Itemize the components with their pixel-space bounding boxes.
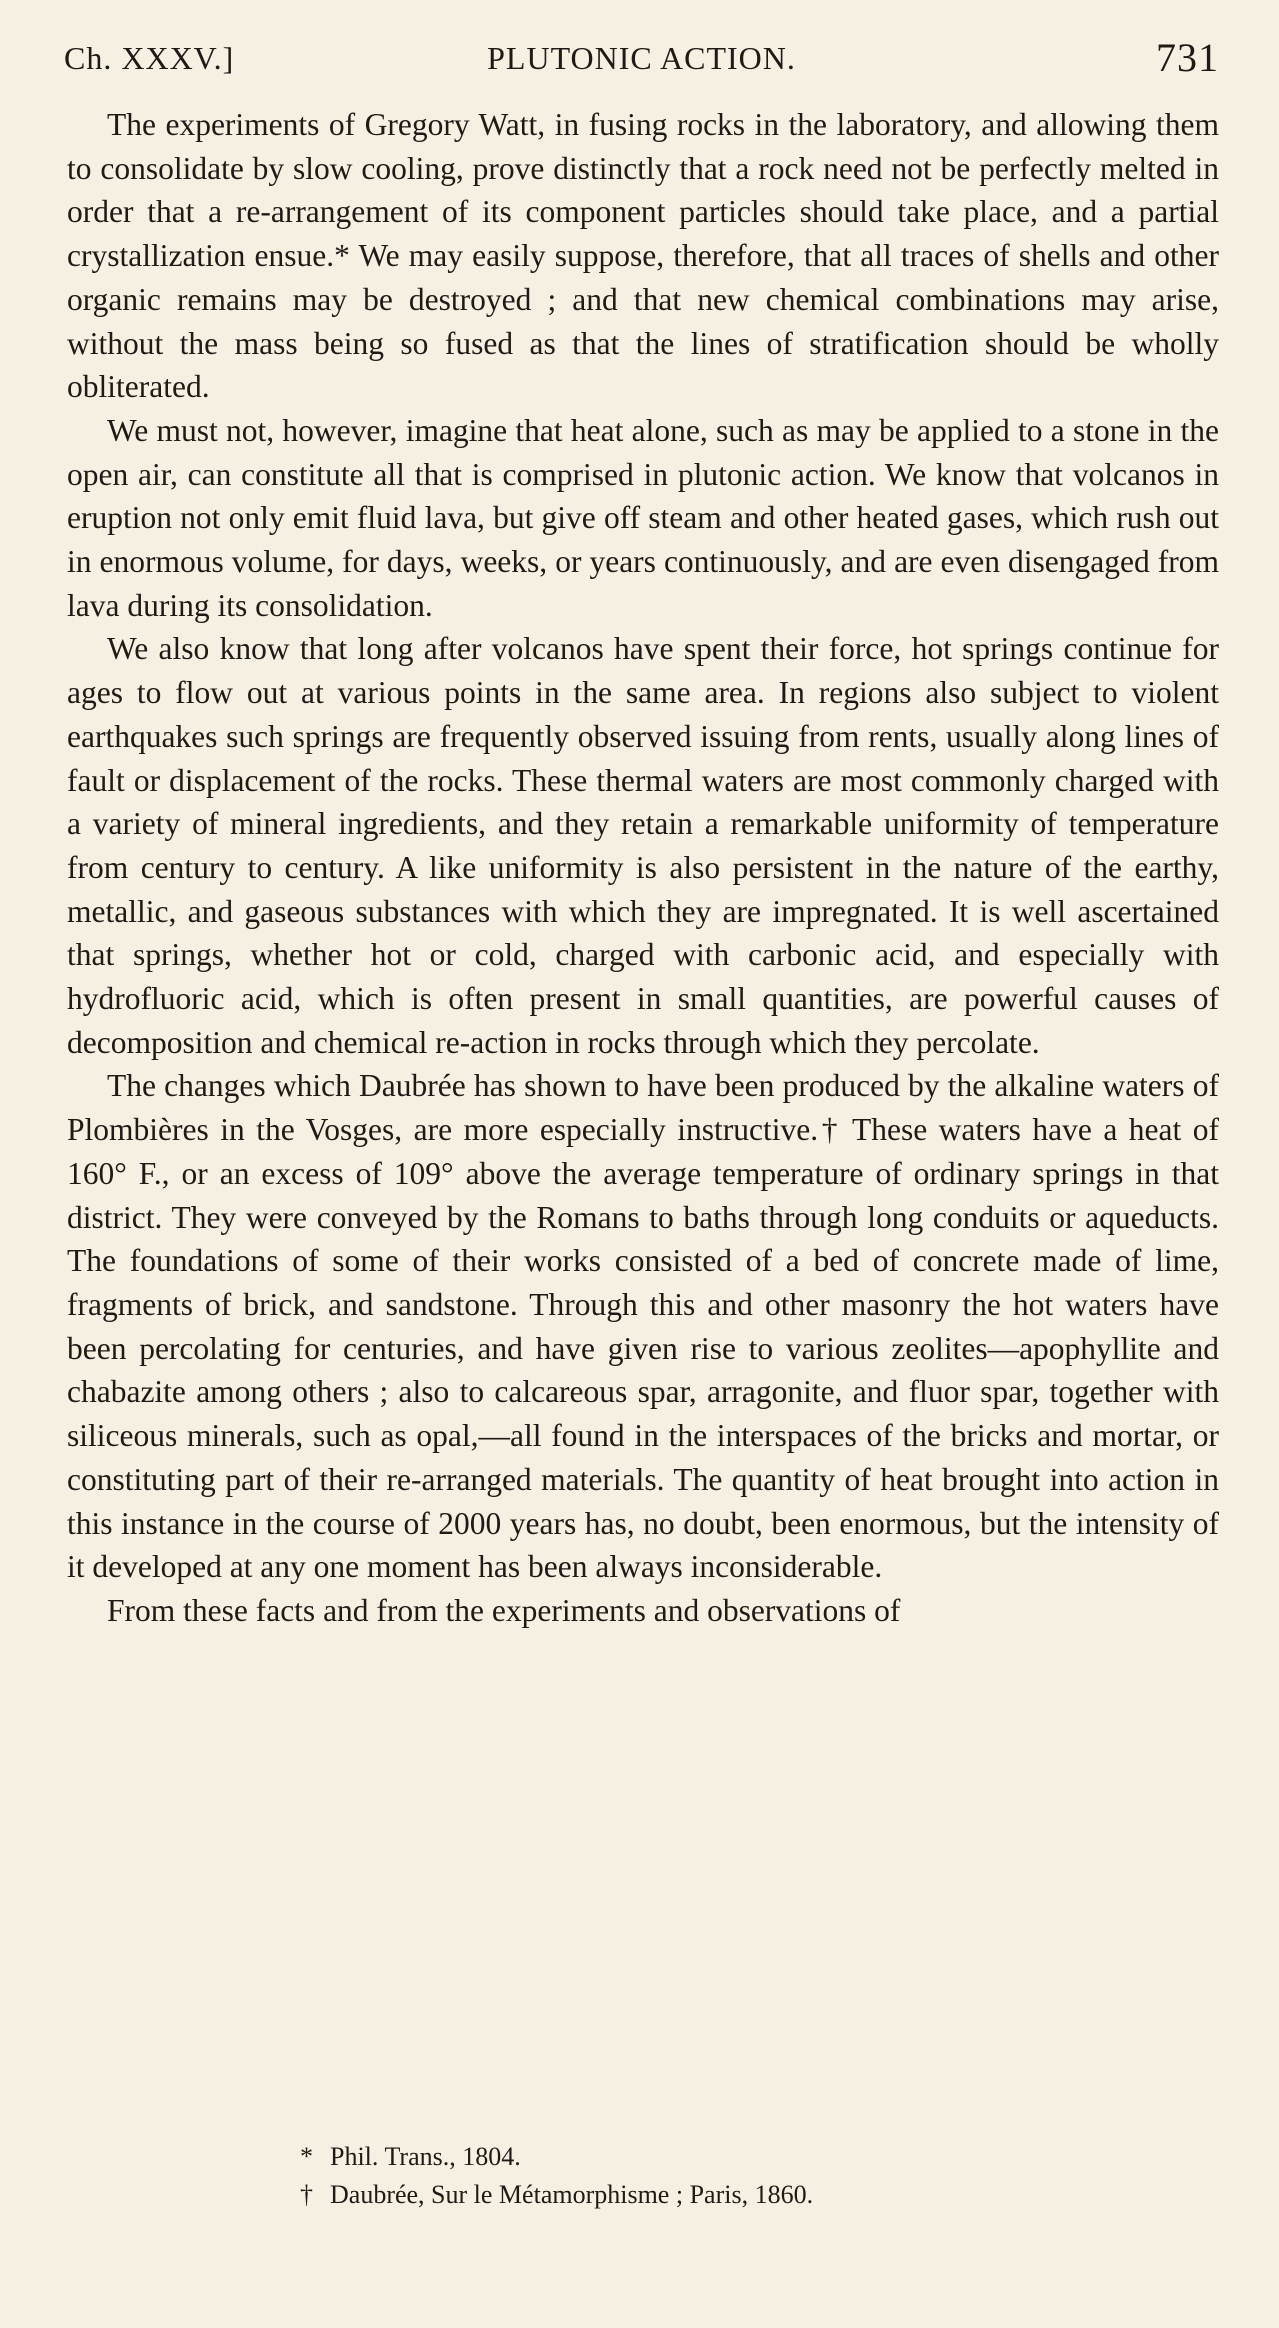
- paragraph-closing: From these facts and from the experiments and observations of: [107, 1592, 901, 1628]
- footnote-text: Phil. Trans., 1804.: [330, 2142, 521, 2171]
- page-number: 731: [1156, 35, 1219, 80]
- footnote: [300, 2176, 1200, 2214]
- footnote: [300, 2138, 1200, 2176]
- running-title: PLUTONIC ACTION.: [487, 40, 796, 76]
- footnote-mark: *: [300, 2142, 313, 2171]
- running-header: [64, 35, 1219, 90]
- footnotes: [300, 2138, 1200, 2214]
- chapter-label: Ch. XXXV.]: [64, 40, 235, 76]
- footnote-mark: †: [300, 2180, 313, 2209]
- paragraph-hot-springs: We also know that long after volcanos have spent their force, hot springs continue for ages to flow out at various points in the same area. In regions also subject to violent earthquakes such springs are frequently observed issuing from rents, usually along lines of fault or displacement of the rocks. These thermal waters are most commonly charged with a variety of mineral ingredients, and they retain a remarkable uniformity of temperature from century to century. A like uniformity is also persistent in the nature of the earthy, metallic, and gaseous substances with which they are impregnated. It is well ascertained that springs, whether hot or cold, charged with carbonic acid, and especially with hydrofluoric acid, which is often present in small quantities, are powerful causes of decomposition and chemical re-action in rocks through which they percolate.: [67, 631, 1219, 1060]
- main-text: [67, 103, 1219, 1633]
- paragraph-watt-experiments: The experiments of Gregory Watt, in fusing rocks in the laboratory, and allowing them to consolidate by slow cooling, prove distinctly that a rock need not be perfectly melted in order that a re-arrangement of its component particles should take place, and a partial crystallization ensue.* We may easily suppose, therefore, that all traces of shells and other organic remains may be destroyed ; and that new chemical combinations may arise, without the mass being so fused as that the lines of stratification should be wholly obliterated.: [67, 107, 1219, 405]
- paragraph-plombieres: The changes which Daubrée has shown to have been produced by the alkaline waters of Plombières in the Vosges, are more especially instructive.† These waters have a heat of 160° F., or an excess of 109° above the average temperature of ordinary springs in that district. They were conveyed by the Romans to baths through long conduits or aqueducts. The foundations of some of their works consisted of a bed of concrete made of lime, fragments of brick, and sandstone. Through this and other masonry the hot waters have been percolating for centuries, and have given rise to various zeolites—apophyllite and chabazite among others ; also to calcareous spar, arragonite, and fluor spar, together with siliceous minerals, such as opal,—all found in the interspaces of the bricks and mortar, or constituting part of their re-arranged materials. The quantity of heat brought into action in this instance in the course of 2000 years has, no doubt, been enormous, but the intensity of it developed at any one moment has been always inconsiderable.: [67, 1068, 1219, 1585]
- footnote-text: Daubrée, Sur le Métamorphisme ; Paris, 1860.: [330, 2180, 814, 2209]
- paragraph-heat-and-gases: We must not, however, imagine that heat alone, such as may be applied to a stone in the open air, can constitute all that is comprised in plutonic action. We know that volcanos in eruption not only emit fluid lava, but give off steam and other heated gases, which rush out in enormous volume, for days, weeks, or years continuously, and are even disengaged from lava during its consolidation.: [67, 412, 1219, 623]
